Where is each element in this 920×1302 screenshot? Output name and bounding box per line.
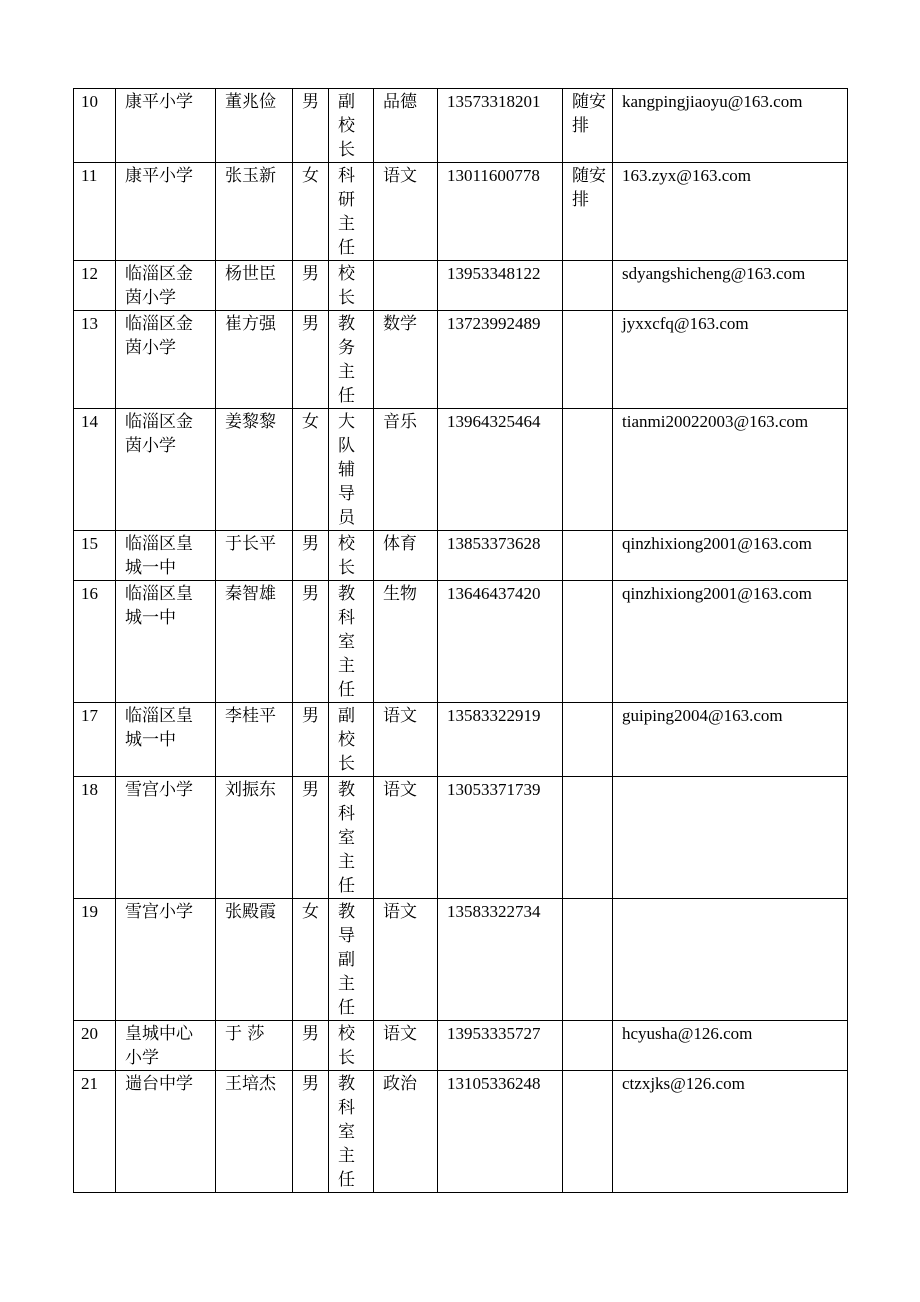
job-title-cell: 教科室主任 [329, 777, 374, 899]
table-row [74, 409, 848, 531]
phone-cell: 13583322919 [438, 703, 563, 777]
phone-cell: 13646437420 [438, 581, 563, 703]
school-cell: 临淄区皇城一中 [116, 581, 216, 703]
subject-cell: 语文 [374, 163, 438, 261]
note-cell [563, 777, 613, 899]
table-row [74, 777, 848, 899]
phone-cell: 13723992489 [438, 311, 563, 409]
row-number-cell: 16 [74, 581, 116, 703]
subject-cell: 品德 [374, 89, 438, 163]
email-cell [613, 899, 848, 1021]
school-cell: 临淄区皇城一中 [116, 703, 216, 777]
table-row [74, 899, 848, 1021]
person-name-cell: 于长平 [216, 531, 293, 581]
table-row [74, 703, 848, 777]
note-cell [563, 1021, 613, 1071]
school-cell: 临淄区金茵小学 [116, 409, 216, 531]
email-cell: tianmi20022003@163.com [613, 409, 848, 531]
person-name-cell: 于 莎 [216, 1021, 293, 1071]
phone-cell: 13105336248 [438, 1071, 563, 1193]
table-row [74, 163, 848, 261]
table-row [74, 311, 848, 409]
school-cell: 临淄区皇城一中 [116, 531, 216, 581]
phone-cell: 13953348122 [438, 261, 563, 311]
job-title-cell: 教导副主任 [329, 899, 374, 1021]
job-title-cell: 教务主任 [329, 311, 374, 409]
school-cell: 遄台中学 [116, 1071, 216, 1193]
person-name-cell: 刘振东 [216, 777, 293, 899]
row-number-cell: 21 [74, 1071, 116, 1193]
school-cell: 康平小学 [116, 89, 216, 163]
subject-cell: 语文 [374, 777, 438, 899]
gender-cell: 男 [293, 1021, 329, 1071]
person-name-cell: 秦智雄 [216, 581, 293, 703]
subject-cell: 语文 [374, 703, 438, 777]
note-cell [563, 703, 613, 777]
gender-cell: 女 [293, 409, 329, 531]
email-cell: jyxxcfq@163.com [613, 311, 848, 409]
person-name-cell: 杨世臣 [216, 261, 293, 311]
email-cell: guiping2004@163.com [613, 703, 848, 777]
job-title-cell: 校长 [329, 531, 374, 581]
note-cell [563, 261, 613, 311]
note-cell [563, 531, 613, 581]
subject-cell [374, 261, 438, 311]
school-cell: 皇城中心小学 [116, 1021, 216, 1071]
subject-cell: 语文 [374, 899, 438, 1021]
row-number-cell: 19 [74, 899, 116, 1021]
person-name-cell: 崔方强 [216, 311, 293, 409]
phone-cell: 13953335727 [438, 1021, 563, 1071]
table-body [74, 89, 848, 1193]
gender-cell: 男 [293, 581, 329, 703]
job-title-cell: 副校长 [329, 89, 374, 163]
job-title-cell: 教科室主任 [329, 1071, 374, 1193]
job-title-cell: 大队辅导员 [329, 409, 374, 531]
email-cell: qinzhixiong2001@163.com [613, 581, 848, 703]
row-number-cell: 13 [74, 311, 116, 409]
gender-cell: 男 [293, 531, 329, 581]
row-number-cell: 11 [74, 163, 116, 261]
table-row [74, 1071, 848, 1193]
gender-cell: 女 [293, 163, 329, 261]
staff-contact-table [73, 88, 848, 1193]
gender-cell: 男 [293, 703, 329, 777]
person-name-cell: 张殿霞 [216, 899, 293, 1021]
phone-cell: 13964325464 [438, 409, 563, 531]
table-row [74, 581, 848, 703]
gender-cell: 男 [293, 777, 329, 899]
gender-cell: 男 [293, 311, 329, 409]
person-name-cell: 李桂平 [216, 703, 293, 777]
phone-cell: 13053371739 [438, 777, 563, 899]
row-number-cell: 15 [74, 531, 116, 581]
row-number-cell: 10 [74, 89, 116, 163]
note-cell [563, 899, 613, 1021]
school-cell: 雪宫小学 [116, 777, 216, 899]
subject-cell: 体育 [374, 531, 438, 581]
row-number-cell: 20 [74, 1021, 116, 1071]
email-cell: ctzxjks@126.com [613, 1071, 848, 1193]
gender-cell: 男 [293, 89, 329, 163]
subject-cell: 生物 [374, 581, 438, 703]
subject-cell: 音乐 [374, 409, 438, 531]
note-cell [563, 409, 613, 531]
table-row [74, 261, 848, 311]
note-cell: 随安排 [563, 89, 613, 163]
person-name-cell: 王培杰 [216, 1071, 293, 1193]
email-cell: sdyangshicheng@163.com [613, 261, 848, 311]
subject-cell: 数学 [374, 311, 438, 409]
gender-cell: 男 [293, 1071, 329, 1193]
job-title-cell: 科研主任 [329, 163, 374, 261]
job-title-cell: 教科室主任 [329, 581, 374, 703]
phone-cell: 13853373628 [438, 531, 563, 581]
email-cell: 163.zyx@163.com [613, 163, 848, 261]
row-number-cell: 14 [74, 409, 116, 531]
gender-cell: 女 [293, 899, 329, 1021]
job-title-cell: 副校长 [329, 703, 374, 777]
school-cell: 雪宫小学 [116, 899, 216, 1021]
note-cell [563, 581, 613, 703]
note-cell: 随安排 [563, 163, 613, 261]
school-cell: 康平小学 [116, 163, 216, 261]
email-cell: qinzhixiong2001@163.com [613, 531, 848, 581]
subject-cell: 政治 [374, 1071, 438, 1193]
person-name-cell: 张玉新 [216, 163, 293, 261]
job-title-cell: 校长 [329, 1021, 374, 1071]
gender-cell: 男 [293, 261, 329, 311]
row-number-cell: 18 [74, 777, 116, 899]
job-title-cell: 校长 [329, 261, 374, 311]
table-row [74, 531, 848, 581]
row-number-cell: 12 [74, 261, 116, 311]
phone-cell: 13583322734 [438, 899, 563, 1021]
person-name-cell: 董兆俭 [216, 89, 293, 163]
table-row [74, 1021, 848, 1071]
phone-cell: 13573318201 [438, 89, 563, 163]
person-name-cell: 姜黎黎 [216, 409, 293, 531]
email-cell: kangpingjiaoyu@163.com [613, 89, 848, 163]
subject-cell: 语文 [374, 1021, 438, 1071]
email-cell [613, 777, 848, 899]
note-cell [563, 311, 613, 409]
email-cell: hcyusha@126.com [613, 1021, 848, 1071]
school-cell: 临淄区金茵小学 [116, 261, 216, 311]
row-number-cell: 17 [74, 703, 116, 777]
school-cell: 临淄区金茵小学 [116, 311, 216, 409]
table-row [74, 89, 848, 163]
phone-cell: 13011600778 [438, 163, 563, 261]
note-cell [563, 1071, 613, 1193]
